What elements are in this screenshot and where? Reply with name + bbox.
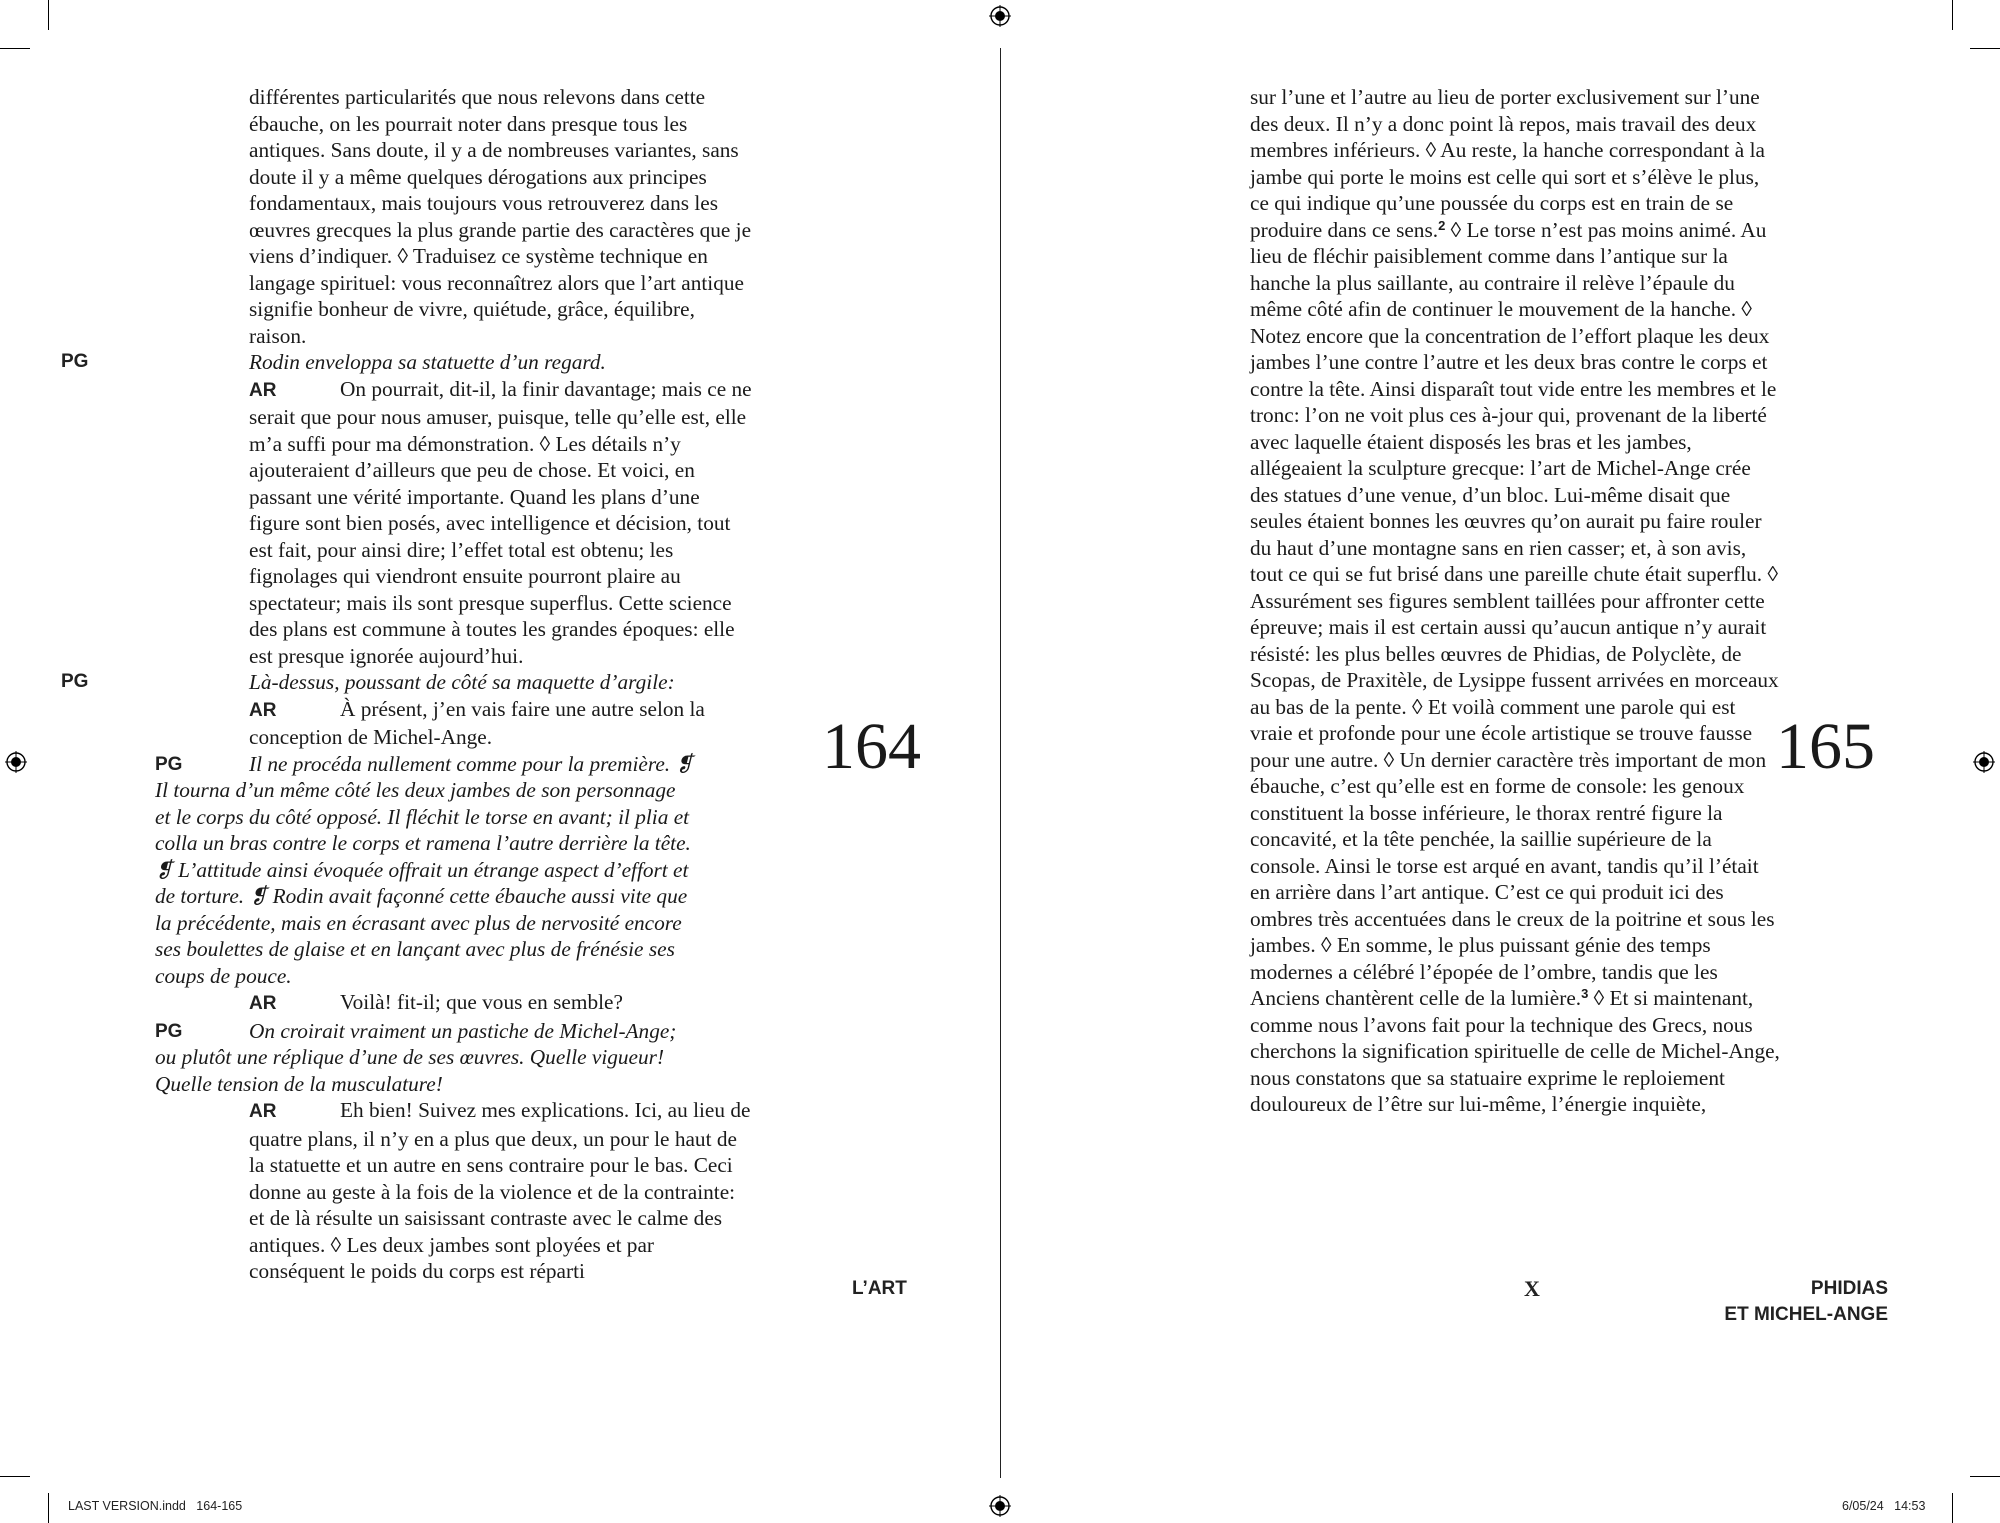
narration-text: Il ne procéda nullement comme pour la première. ❡ Il tourna d’un même côté les deux jambes de son personnage et le corps du côté opposé. Il fléchit le torse en avant; il plia et colla un bras contre le corps et ramena l’autre derrière la tête. ❡ L’attitude ainsi évoquée offrait un étrange aspect d’effort et de torture. ❡ Rodin avait façonné cette ébauche aussi vite que la précédente, mais en écrasant avec plus de nervosité encore ses boulettes de glaise et en lançant avec plus de frénésie ses coups de pouce. [155,751,694,988]
crop-mark [1952,1493,1953,1523]
speech-text: On pourrait, dit-il, la finir davantage; mais ce ne serait que pour nous amuser, puisque, telle qu’elle est, elle m’a suffi pour ma démonstration. ◊ Les détails n’y ajouteraient d’ailleurs que peu de chose. Et voici, en passant une vérité importante. Quand les plans d’une figure sont bien posés, avec intelligence et décision, tout est fait, pour ainsi dire; l’effet total est obtenu; les fignolages qui viendront ensuite pourront plaire au spectateur; mais ils sont presque superflus. Cette science des plans est commune à toutes les grandes époques: elle est presque ignorée aujourd’hui. [249,376,752,668]
crop-mark [0,48,30,49]
stage-direction [61,669,755,696]
speech-text: À présent, j’en vais faire une autre selon la conception de Michel-Ange. [249,696,705,749]
right-page-text [1250,84,1780,1118]
running-head-line: PHIDIAS [1810,1278,1888,1299]
left-page-text [61,84,755,1285]
speech [155,989,755,1018]
running-head-title [1700,1276,1888,1328]
speaker-tag: AR [249,379,277,401]
italic-narration [155,751,695,990]
registration-mark-icon [989,5,1011,27]
speaker-tag: AR [249,699,277,721]
text-segment: ◊ Et si maintenant, comme nous l’avons fait pour la technique des Grecs, nous cherchons la signification spirituelle de celle de Michel-Ange, nous constatons que sa statuaire exprime le reploiement douloureux de l’être sur lui-même, l’énergie inquiète, [1250,986,1780,1116]
crop-mark [48,0,49,30]
stage-direction [61,349,755,376]
speech [155,696,755,751]
registration-mark-icon [5,751,27,773]
registration-mark-icon [1973,751,1995,773]
stage-direction-text: Rodin enveloppa sa statuette d’un regard. [249,350,606,374]
crop-mark [1970,48,2000,49]
text-segment: ◊ Le torse n’est pas moins animé. Au lieu de fléchir paisiblement comme dans l’antique sur la hanche la plus saillante, au contraire il relève l’épaule du même côté afin de continuer le mouvement de la hanche. ◊ Notez encore que la concentration de l’effort plaque les deux jambes l’une contre l’autre et les deux bras contre le corps et contre la tête. Ainsi disparaît tout vide entre les membres et le tronc: l’on ne voit plus ces à-jour qui, provenant de la liberté avec laquelle étaient disposés les bras et les jambes, allégeaient la sculpture grecque: l’art de Michel-Ange crée des statues d’une venue, d’un bloc. Lui-même disait que seules étaient bonnes les œuvres qu’on aurait pu faire rouler du haut d’une montagne sans en rien casser; et, à son avis, tout ce qui se fut brisé dans une pareille chute était superflu. ◊ Assurément ses figures semblent taillées pour affronter cette épreuve; mais il est certain aussi qu’aucun antique n’y aurait résisté: les plus belles œuvres de Phidias, de Polyclète, de Scopas, de Praxitèle, de Lysippe fussent arrivées en morceaux au bas de la pente. ◊ Et voilà comment une parole qui est vraie et profonde pour une école artistique se trouve fausse pour une autre. ◊ Un dernier caractère très important de mon ébauche, c’est qu’elle est en forme de console: les genoux constituent la bosse inférieure, le thorax rentré figure la concavité, et la tête penchée, la saillie supérieure de la console. Ainsi le torse est arqué en avant, tandis qu’il l’était en arrière dans l’art antique. C’est ce qui produit ici des ombres très accentuées dans le creux de la poitrine et sous les jambes. ◊ En somme, le plus puissant génie des temps modernes a célébré l’épopée de l’ombre, tandis que les Anciens chantèrent celle de la lumière. [1250,217,1779,1010]
speaker-tag: AR [249,1101,277,1122]
spine-line [1000,48,1001,1478]
chapter-number: X [1524,1276,1540,1301]
footnote-ref[interactable]: 3 [1581,986,1589,1001]
crop-mark [1970,1476,2000,1477]
speaker-tag: PG [61,671,89,692]
page-number: 164 [822,710,921,783]
text-segment: sur l’une et l’autre au lieu de porter exclusivement sur l’une des deux. Il n’y a donc point là repos, mais travail des deux membres inférieurs. ◊ Au reste, la hanche correspondant à la jambe qui porte le moins est celle qui sort et s’élève le plus, ce qui indique qu’une poussée du corps est en train de se produire dans ce sens. [1250,85,1765,242]
crop-mark [0,1476,30,1477]
paragraph: différentes particularités que nous relevons dans cette ébauche, on les pourrait noter dans presque tous les antiques. Sans doute, il y a de nombreuses variantes, sans doute il y a même quelques dérogations aux principes fondamentaux, mais toujours vous retrouverez dans les œuvres grecques la plus grande partie des caractères que je viens d’indiquer. ◊ Traduisez ce système technique en langage spirituel: vous reconnaîtrez alors que l’art antique signifie bonheur de vivre, quiétude, grâce, équilibre, raison. [249,85,752,348]
speaker-tag: PG [61,351,89,372]
speaker-tag: PG [155,1020,183,1042]
slug-datetime: 6/05/24 14:53 [1842,1499,1926,1513]
slug-filename: LAST VERSION.indd 164-165 [68,1499,243,1513]
paragraph [1250,84,1780,1118]
footnote-ref[interactable]: 2 [1438,217,1446,233]
italic-narration [155,1018,695,1098]
running-head-line: ET MICHEL-ANGE [1724,1304,1888,1325]
registration-mark-icon [989,1495,1011,1517]
stage-direction-text: Là-dessus, poussant de côté sa maquette d’argile: [249,670,675,694]
speaker-tag: AR [249,993,277,1014]
crop-mark [48,1493,49,1523]
narration-text: On croirait vraiment un pastiche de Michel-Ange; ou plutôt une réplique d’une de ses œuvres. Quelle vigueur! Quelle tension de la musculature! [155,1018,677,1096]
speech-text: Voilà! fit-il; que vous en semble? [340,990,623,1014]
speech [155,1097,755,1285]
speaker-tag: PG [155,753,183,775]
speech-text: Eh bien! Suivez mes explications. Ici, au lieu de quatre plans, il n’y en a plus que deux, un pour le haut de la statuette et un autre en sens contraire pour le bas. Ceci donne au geste à la fois de la violence et de la contrainte: et de là résulte un saisissant contraste avec le calme des antiques. ◊ Les deux jambes sont ployées et par conséquent le poids du corps est réparti [249,1098,751,1283]
running-head: L’ART [852,1278,907,1299]
crop-mark [1952,0,1953,30]
speech [155,376,755,670]
page-number: 165 [1776,710,1875,783]
